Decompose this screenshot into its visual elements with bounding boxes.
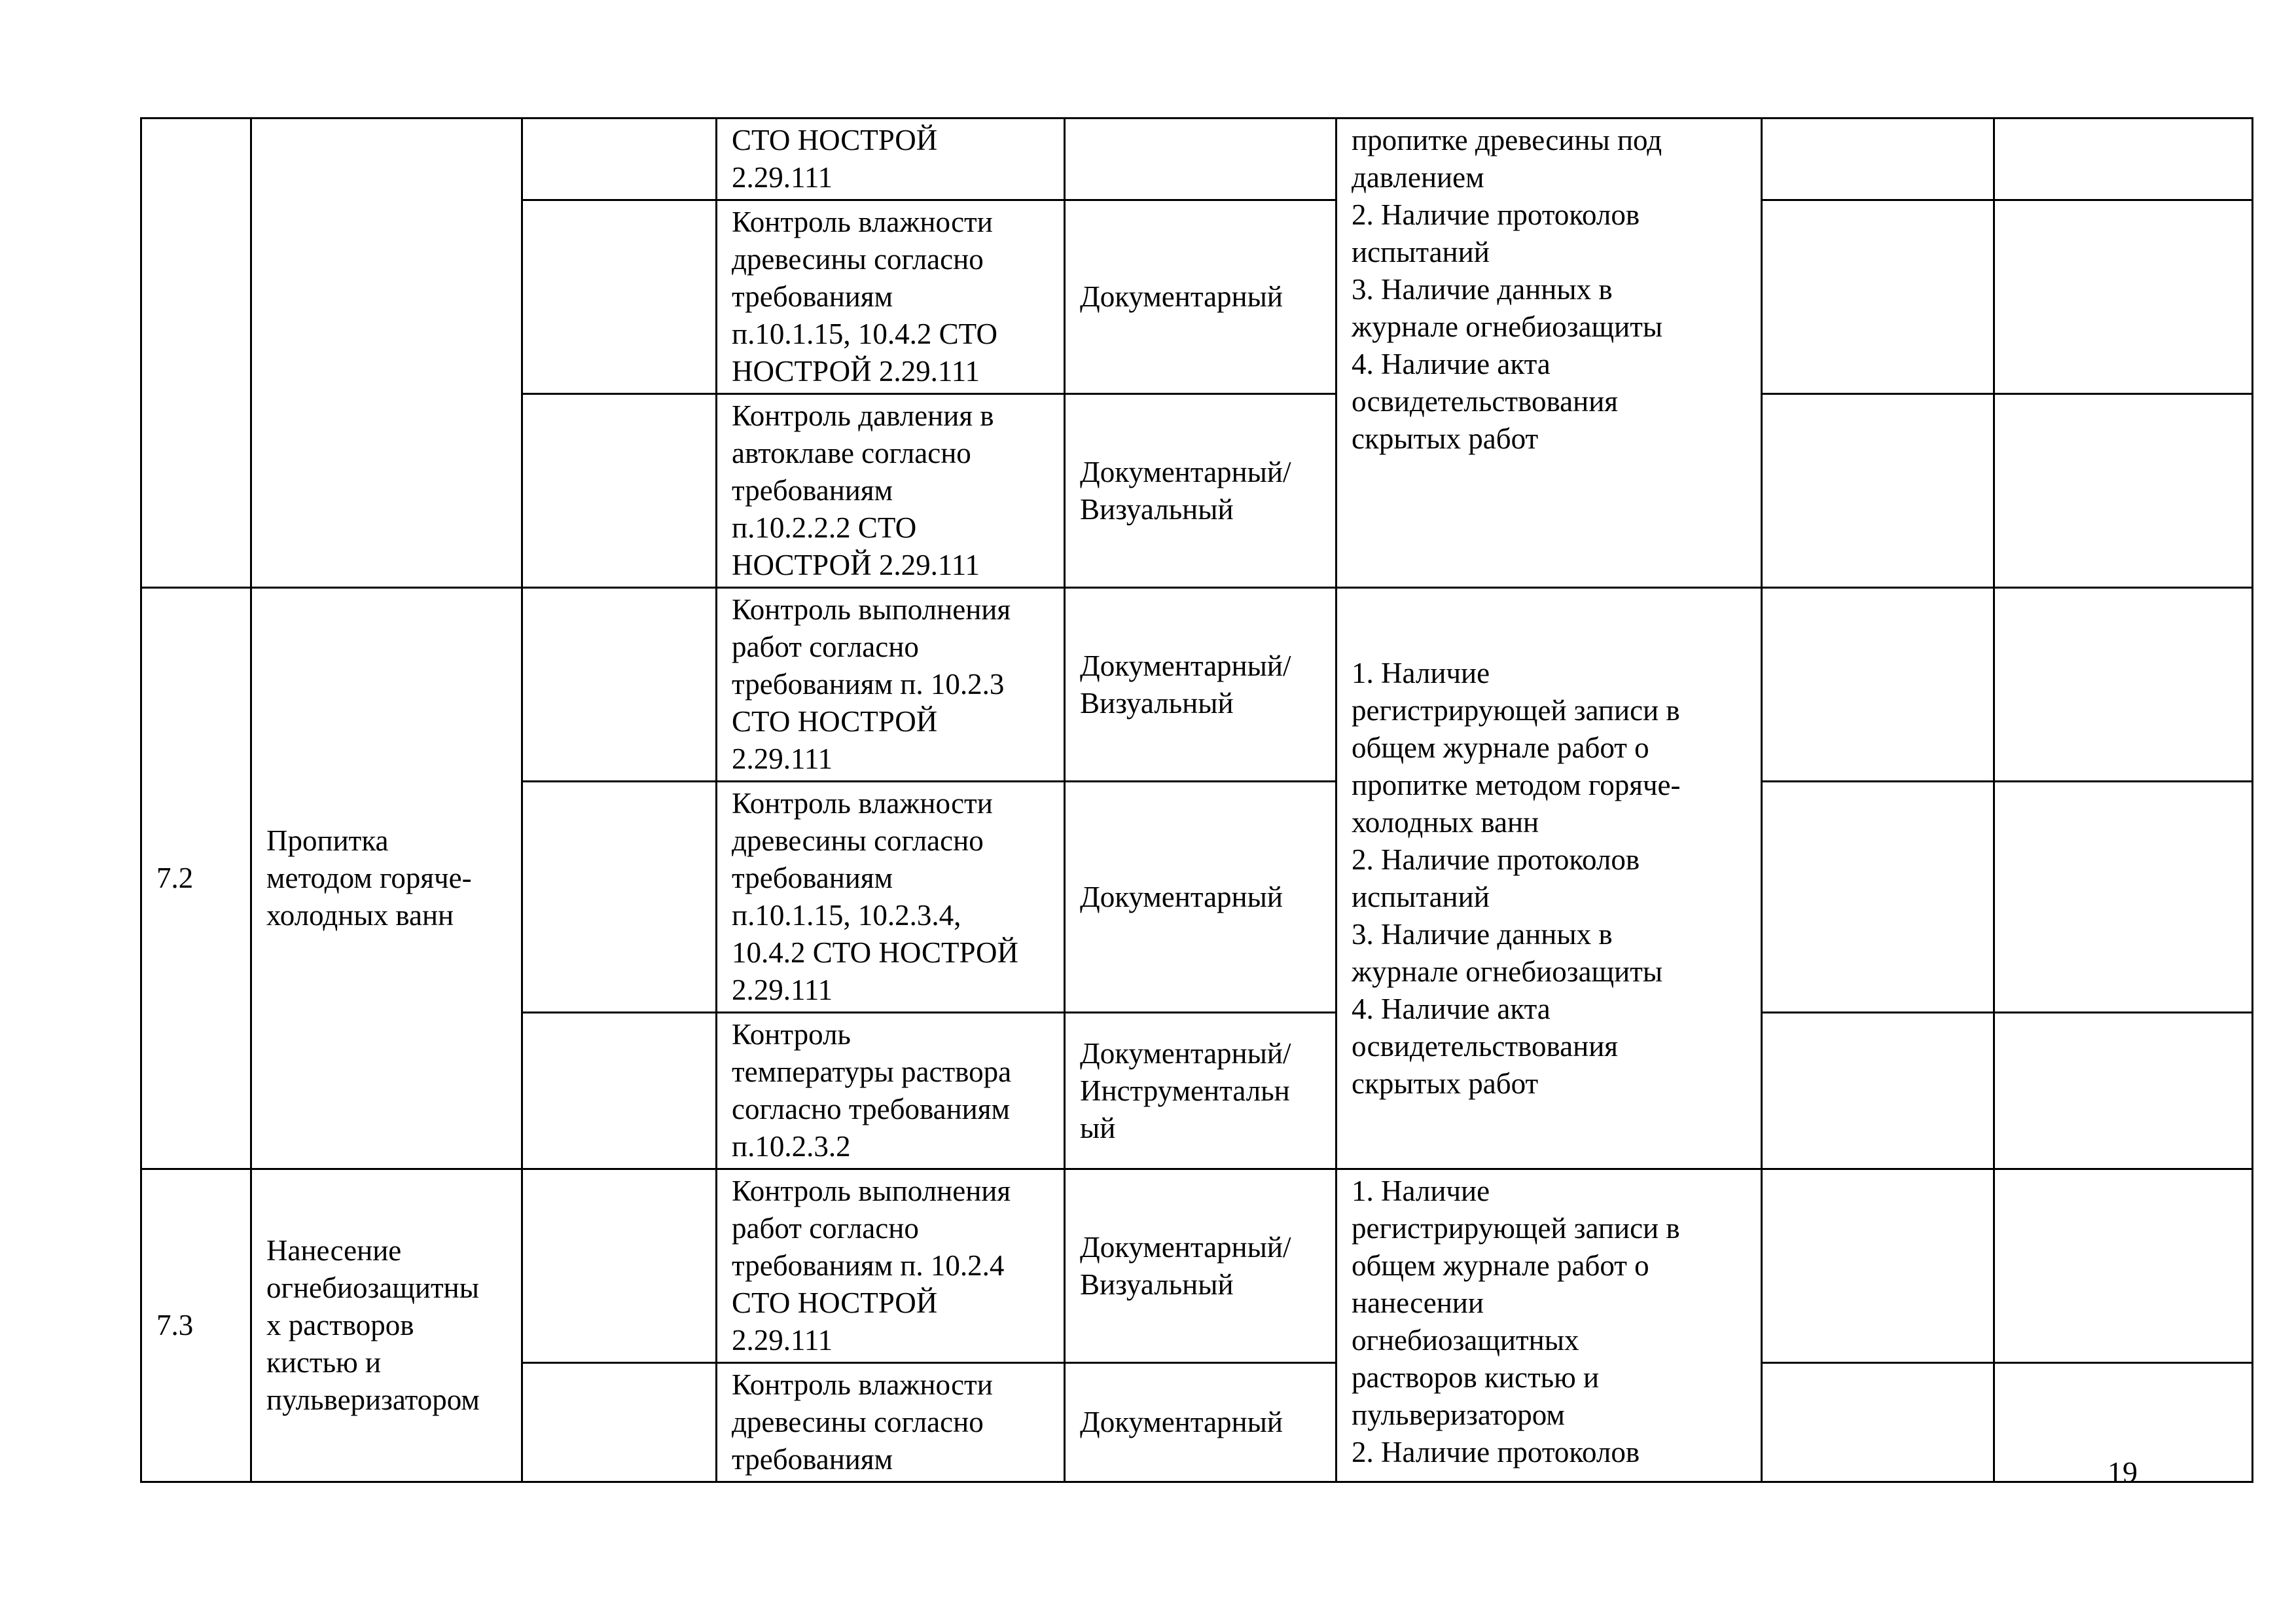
check-cell: Контроль выполнения работ согласно требованиям п. 10.2.4 СТО НОСТРОЙ 2.29.111 xyxy=(717,1169,1065,1363)
method-cell: Документарный/ Визуальный xyxy=(1065,1169,1336,1363)
empty-cell xyxy=(1994,782,2253,1013)
empty-cell xyxy=(1994,1013,2253,1169)
empty-cell xyxy=(522,1363,717,1482)
method-cell: Документарный xyxy=(1065,1363,1336,1482)
empty-cell xyxy=(1762,1363,1994,1482)
empty-cell xyxy=(1762,588,1994,782)
empty-cell xyxy=(522,394,717,588)
empty-cell xyxy=(522,119,717,200)
work-name-cell: Пропитка методом горяче- холодных ванн xyxy=(251,588,522,1169)
empty-cell xyxy=(1994,394,2253,588)
empty-cell xyxy=(1762,782,1994,1013)
table-row xyxy=(141,588,2253,782)
row-number-cell: 7.3 xyxy=(141,1169,251,1482)
empty-cell xyxy=(522,1169,717,1363)
method-cell: Документарный xyxy=(1065,200,1336,394)
result-cell: пропитке древесины под давлением 2. Наличие протоколов испытаний 3. Наличие данных в журнале огнебиозащиты 4. Наличие акта освидетельствования скрытых работ xyxy=(1336,119,1762,588)
method-cell: Документарный/ Визуальный xyxy=(1065,394,1336,588)
empty-cell xyxy=(522,1013,717,1169)
method-cell: Документарный xyxy=(1065,782,1336,1013)
check-cell: Контроль выполнения работ согласно требованиям п. 10.2.3 СТО НОСТРОЙ 2.29.111 xyxy=(717,588,1065,782)
row-number-cell xyxy=(141,119,251,588)
empty-cell xyxy=(1994,1169,2253,1363)
page-number: 19 xyxy=(2108,1455,2138,1489)
check-cell: Контроль влажности древесины согласно требованиям xyxy=(717,1363,1065,1482)
row-number-cell: 7.2 xyxy=(141,588,251,1169)
table-row xyxy=(141,119,2253,200)
check-cell: Контроль влажности древесины согласно требованиям п.10.1.15, 10.4.2 СТО НОСТРОЙ 2.29.111 xyxy=(717,200,1065,394)
result-cell: 1. Наличие регистрирующей записи в общем журнале работ о пропитке методом горяче- холодных ванн 2. Наличие протоколов испытаний 3. Наличие данных в журнале огнебиозащиты 4. Наличие акта освидетельствования скрытых работ xyxy=(1336,588,1762,1169)
method-cell xyxy=(1065,119,1336,200)
empty-cell xyxy=(1994,119,2253,200)
empty-cell xyxy=(522,782,717,1013)
empty-cell xyxy=(1994,200,2253,394)
empty-cell xyxy=(1762,200,1994,394)
method-cell: Документарный/ Визуальный xyxy=(1065,588,1336,782)
empty-cell xyxy=(1762,1169,1994,1363)
check-cell: Контроль температуры раствора согласно требованиям п.10.2.3.2 xyxy=(717,1013,1065,1169)
work-name-cell xyxy=(251,119,522,588)
empty-cell xyxy=(1994,588,2253,782)
check-cell: Контроль давления в автоклаве согласно требованиям п.10.2.2.2 СТО НОСТРОЙ 2.29.111 xyxy=(717,394,1065,588)
method-cell: Документарный/ Инструментальн ый xyxy=(1065,1013,1336,1169)
table-row xyxy=(141,1169,2253,1363)
check-cell: Контроль влажности древесины согласно требованиям п.10.1.15, 10.2.3.4, 10.4.2 СТО НОСТРОЙ 2.29.111 xyxy=(717,782,1065,1013)
empty-cell xyxy=(1762,1013,1994,1169)
empty-cell xyxy=(1762,119,1994,200)
empty-cell xyxy=(522,588,717,782)
control-table xyxy=(140,117,2253,1483)
empty-cell xyxy=(1762,394,1994,588)
work-name-cell: Нанесение огнебиозащитны х растворов кистью и пульверизатором xyxy=(251,1169,522,1482)
result-cell: 1. Наличие регистрирующей записи в общем журнале работ о нанесении огнебиозащитных растворов кистью и пульверизатором 2. Наличие протоколов xyxy=(1336,1169,1762,1482)
check-cell: СТО НОСТРОЙ 2.29.111 xyxy=(717,119,1065,200)
empty-cell xyxy=(522,200,717,394)
